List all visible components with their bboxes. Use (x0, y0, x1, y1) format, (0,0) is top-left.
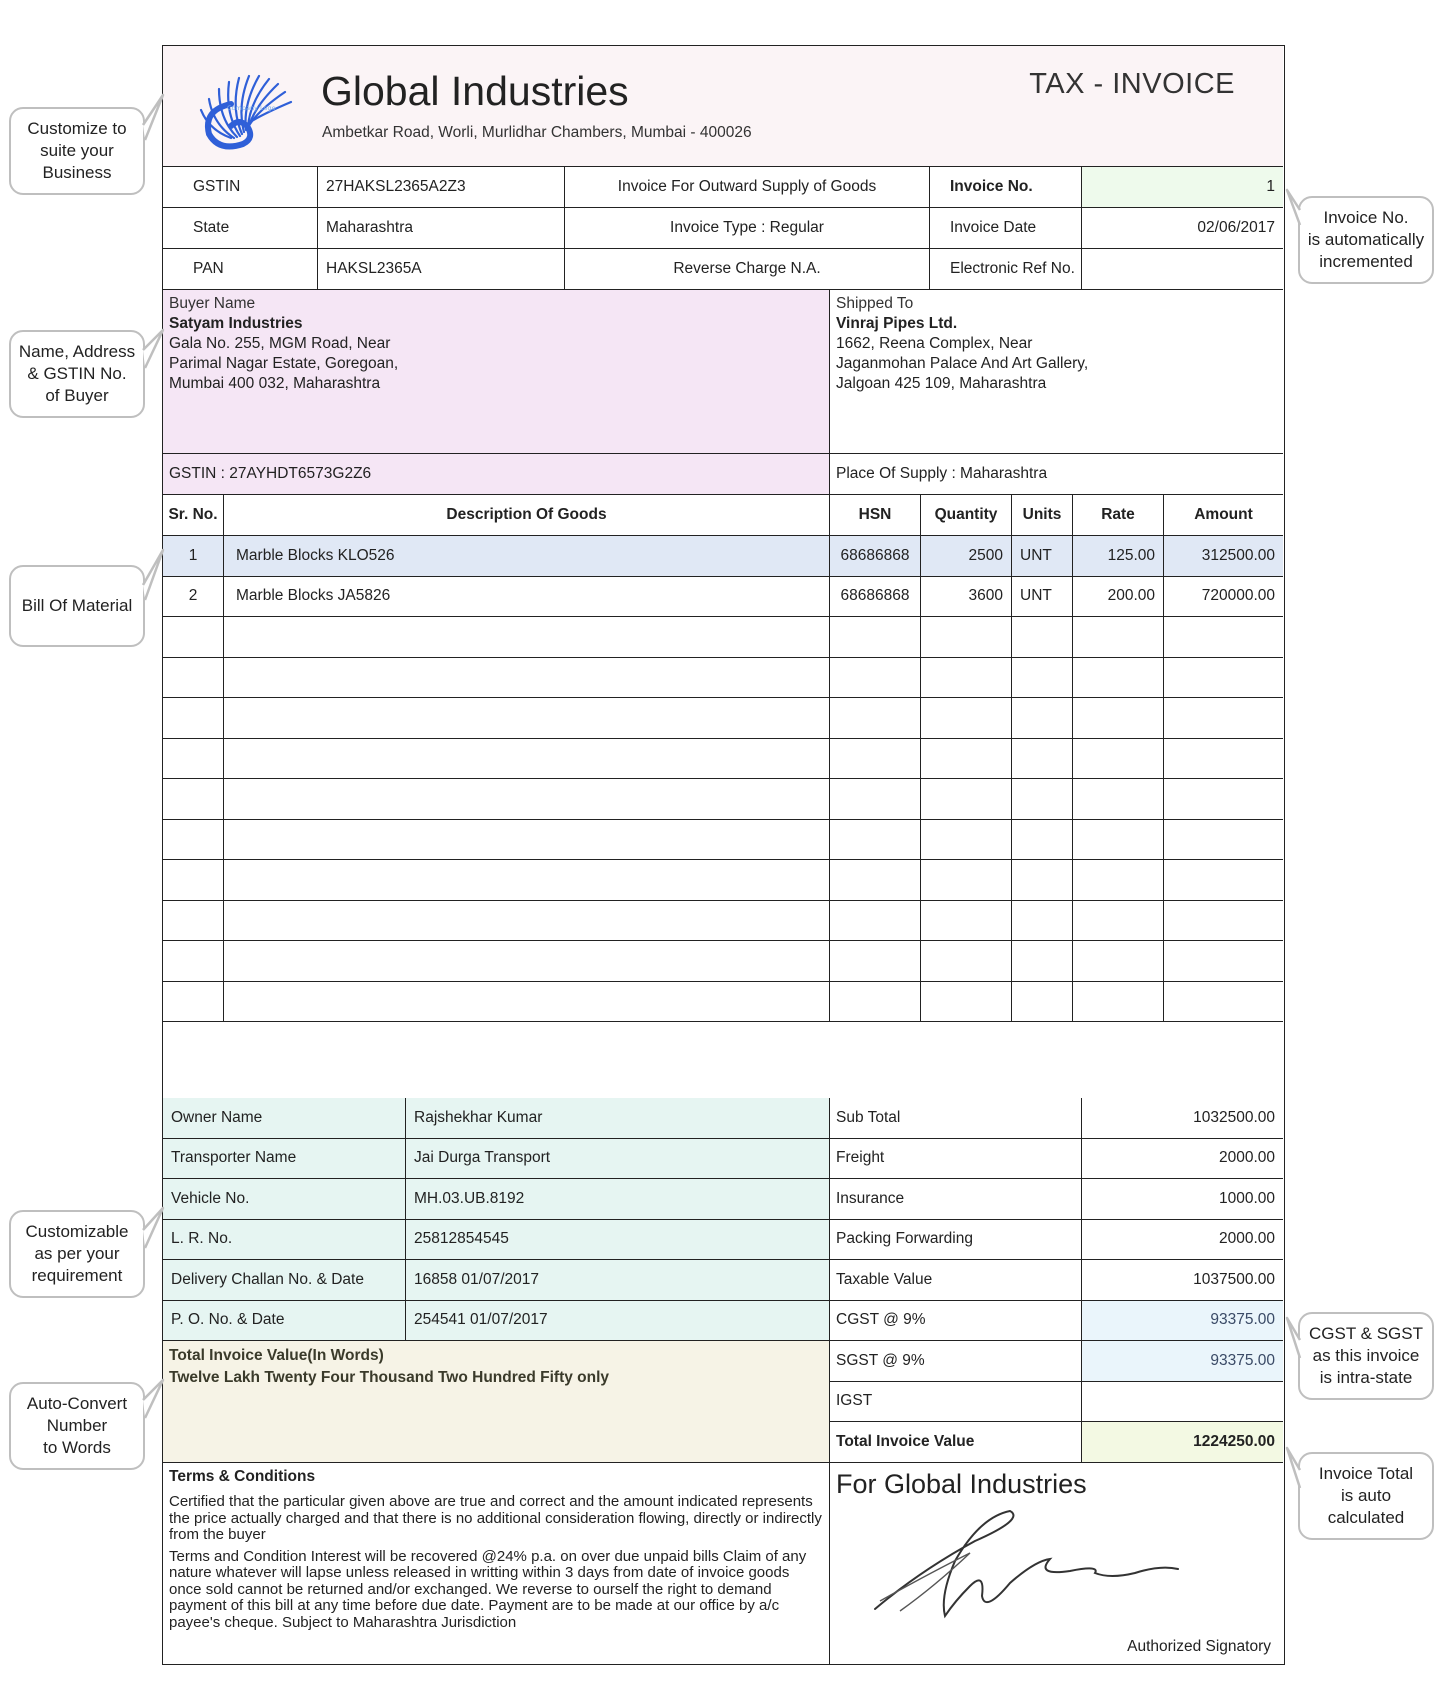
gstin-value: 27HAKSL2365A2Z3 (318, 167, 565, 208)
transport-label: Owner Name (163, 1098, 406, 1139)
col-header-units: Units (1012, 495, 1073, 536)
transport-label: Delivery Challan No. & Date (163, 1260, 406, 1301)
invoice-no-label: Invoice No. (930, 167, 1082, 208)
company-address: Ambetkar Road, Worli, Murlidhar Chambers, Mumbai - 400026 (322, 124, 752, 141)
total-label: SGST @ 9% (830, 1341, 1082, 1382)
invoice-date-label: Invoice Date (930, 208, 1082, 249)
item-hsn: 68686868 (830, 577, 921, 618)
transport-value[interactable]: 16858 01/07/2017 (406, 1260, 830, 1301)
invoice-no-value[interactable]: 1 (1082, 167, 1283, 208)
total-value: 1224250.00 (1082, 1422, 1283, 1463)
shipped-label: Shipped To (836, 295, 914, 312)
total-value: 2000.00 (1082, 1139, 1283, 1180)
item-desc: Marble Blocks JA5826 (224, 577, 830, 618)
total-label: Sub Total (830, 1098, 1082, 1139)
item-rate: 125.00 (1073, 536, 1164, 577)
shipped-address-line1: 1662, Reena Complex, Near (836, 335, 1033, 352)
col-header-desc: Description Of Goods (224, 495, 830, 536)
words-value: Twelve Lakh Twenty Four Thousand Two Hundred Fifty only (169, 1369, 610, 1386)
transport-label: P. O. No. & Date (163, 1301, 406, 1342)
transport-value[interactable]: Rajshekhar Kumar (406, 1098, 830, 1139)
callout-total: Invoice Total is auto calculated (1298, 1452, 1434, 1540)
buyer-address-line1: Gala No. 255, MGM Road, Near (169, 335, 391, 352)
transport-value[interactable]: 25812854545 (406, 1220, 830, 1261)
total-value: 1000.00 (1082, 1179, 1283, 1220)
buyer-gstin: GSTIN : 27AYHDT6573G2Z6 (163, 454, 830, 495)
pan-label: PAN (163, 249, 318, 290)
invoice-type: Invoice Type : Regular (565, 208, 930, 249)
item-hsn: 68686868 (830, 536, 921, 577)
item-units: UNT (1012, 536, 1073, 577)
total-label: Freight (830, 1139, 1082, 1180)
col-header-rate: Rate (1073, 495, 1164, 536)
item-units: UNT (1012, 577, 1073, 618)
pan-value: HAKSL2365A (318, 249, 565, 290)
transport-label: Transporter Name (163, 1139, 406, 1180)
transport-value[interactable]: MH.03.UB.8192 (406, 1179, 830, 1220)
document-title: TAX - INVOICE (1029, 68, 1235, 100)
terms-paragraph-1: Certified that the particular given above are true and correct and the amount indicated represents the price actually charged and that there is no additional consideration flowing, directly or indirectly from the buyer (169, 1493, 822, 1543)
total-value: 2000.00 (1082, 1220, 1283, 1261)
words-label: Total Invoice Value(In Words) (169, 1347, 384, 1364)
terms-paragraph-2: Terms and Condition Interest will be recovered @24% p.a. on over due unpaid bills Claim of any nature whatever will lapse unless released in writting within 3 days from date of invoice goods once sold cannot be returned and/or exchanged. We reverse to ourself the right to demand payment of this bill at any time before due date. Payment are to be made at our office by a/c payee's cheque. Subject to Maharashtra Jurisdiction (169, 1547, 807, 1631)
total-value: 93375.00 (1082, 1341, 1283, 1382)
place-of-supply: Place Of Supply : Maharashtra (830, 454, 1283, 495)
callout-words: Auto-Convert Number to Words (9, 1382, 145, 1470)
transport-value[interactable]: 254541 01/07/2017 (406, 1301, 830, 1342)
transport-label: L. R. No. (163, 1220, 406, 1261)
item-amount: 720000.00 (1164, 577, 1283, 618)
item-sr: 1 (163, 536, 224, 577)
item-rate: 200.00 (1073, 577, 1164, 618)
col-header-amount: Amount (1164, 495, 1283, 536)
total-label: Total Invoice Value (830, 1422, 1082, 1463)
col-header-hsn: HSN (830, 495, 921, 536)
col-header-qty: Quantity (921, 495, 1012, 536)
callout-bom: Bill Of Material (9, 565, 145, 647)
callout-customize: Customize to suite your Business (9, 107, 145, 195)
supply-text: Invoice For Outward Supply of Goods (565, 167, 930, 208)
shipped-address-line3: Jalgoan 425 109, Maharashtra (836, 375, 1047, 392)
total-value: 1037500.00 (1082, 1260, 1283, 1301)
authorized-signatory: Authorized Signatory (1127, 1638, 1271, 1655)
shipped-address-line2: Jaganmohan Palace And Art Gallery, (836, 355, 1089, 372)
buyer-address-line3: Mumbai 400 032, Maharashtra (169, 375, 381, 392)
total-value: 1032500.00 (1082, 1098, 1283, 1139)
item-desc: Marble Blocks KLO526 (224, 536, 830, 577)
eref-label: Electronic Ref No. (930, 249, 1082, 290)
reverse-charge: Reverse Charge N.A. (565, 249, 930, 290)
terms-title: Terms & Conditions (169, 1468, 316, 1485)
for-company-text: For Global Industries (836, 1469, 1087, 1499)
total-value: 93375.00 (1082, 1301, 1283, 1342)
transport-label: Vehicle No. (163, 1179, 406, 1220)
buyer-label: Buyer Name (169, 295, 256, 312)
callout-buyer: Name, Address & GSTIN No. of Buyer (9, 330, 145, 418)
transport-value[interactable]: Jai Durga Transport (406, 1139, 830, 1180)
callout-gst: CGST & SGST as this invoice is intra-state (1298, 1312, 1434, 1400)
logo-text: Company Logo (227, 104, 276, 112)
invoice-date-value[interactable]: 02/06/2017 (1082, 208, 1283, 249)
col-header-sr: Sr. No. (163, 495, 224, 536)
state-value: Maharashtra (318, 208, 565, 249)
state-label: State (163, 208, 318, 249)
buyer-address-line2: Parimal Nagar Estate, Goregoan, (169, 355, 399, 372)
total-label: CGST @ 9% (830, 1301, 1082, 1342)
buyer-name: Satyam Industries (169, 315, 303, 332)
callout-customizable: Customizable as per your requirement (9, 1210, 145, 1298)
item-sr: 2 (163, 577, 224, 618)
total-label: Packing Forwarding (830, 1220, 1082, 1261)
company-name: Global Industries (321, 68, 629, 114)
total-label: Insurance (830, 1179, 1082, 1220)
total-label: IGST (830, 1382, 1082, 1423)
callout-invoice-no: Invoice No. is automatically incremented (1298, 196, 1434, 284)
gstin-label: GSTIN (163, 167, 318, 208)
item-amount: 312500.00 (1164, 536, 1283, 577)
item-qty: 3600 (921, 577, 1012, 618)
item-qty: 2500 (921, 536, 1012, 577)
total-label: Taxable Value (830, 1260, 1082, 1301)
shipped-name: Vinraj Pipes Ltd. (836, 315, 958, 332)
